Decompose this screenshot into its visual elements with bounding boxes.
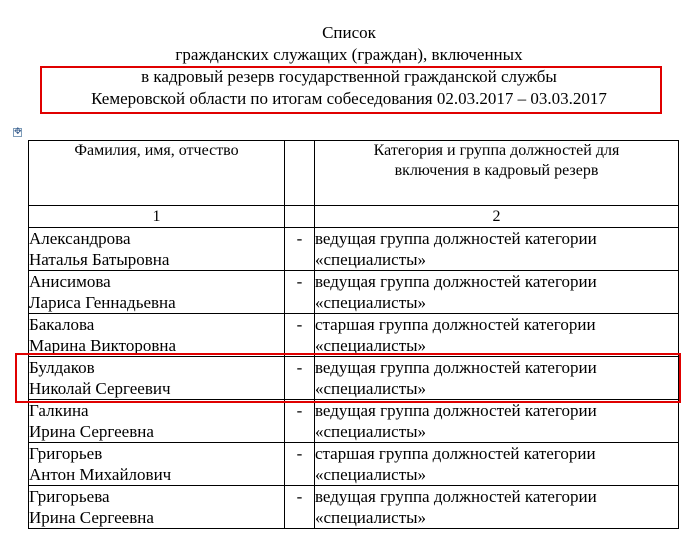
numbering-col-2 [285,206,315,228]
category-cell [315,314,679,357]
category-line-2: «специалисты» [315,465,427,484]
numbering-row [29,206,679,228]
table-move-handle-icon[interactable]: ✥ [14,127,22,137]
table-row [29,486,679,529]
person-given-names: Марина Викторовна [29,336,176,355]
title-line-1: Список [322,23,376,42]
table-header-row [29,141,679,206]
table-row [29,228,679,271]
category-line-2: «специалисты» [315,250,427,269]
person-given-names: Лариса Геннадьевна [29,293,176,312]
person-given-names: Ирина Сергеевна [29,508,154,527]
category-line-1: старшая группа должностей категории [315,444,596,463]
person-surname: Григорьева [29,487,110,506]
table-row-highlighted [29,357,679,400]
person-given-names: Ирина Сергеевна [29,422,154,441]
dash-cell: - [285,443,315,486]
table-row [29,271,679,314]
title-line-2: гражданских служащих (граждан), включенных [175,45,523,64]
header-category [315,141,679,206]
category-line-2: «специалисты» [315,422,427,441]
category-line-1: ведущая группа должностей категории [315,358,597,377]
document-title [0,22,698,110]
person-surname: Александрова [29,229,131,248]
category-line-2: «специалисты» [315,379,427,398]
category-cell [315,486,679,529]
category-cell [315,271,679,314]
dash-cell: - [285,486,315,529]
person-given-names: Наталья Батыровна [29,250,170,269]
table-row [29,314,679,357]
person-name-cell [29,400,285,443]
table-row [29,400,679,443]
dash-cell: - [285,357,315,400]
person-name-cell [29,357,285,400]
reserve-table [28,140,679,529]
person-surname: Галкина [29,401,89,420]
dash-cell: - [285,228,315,271]
header-dash [285,141,315,206]
numbering-col-1: 1 [29,206,285,228]
category-line-1: ведущая группа должностей категории [315,487,597,506]
person-name-cell [29,271,285,314]
category-line-2: «специалисты» [315,293,427,312]
dash-cell: - [285,400,315,443]
header-category-line-2: включения в кадровый резерв [394,162,599,179]
header-name [29,141,285,206]
person-surname: Бакалова [29,315,95,334]
title-line-3: в кадровый резерв государственной гражданской службы [141,67,557,86]
person-name-cell [29,228,285,271]
person-name-cell [29,486,285,529]
table-row [29,443,679,486]
person-name-cell [29,314,285,357]
category-line-1: ведущая группа должностей категории [315,401,597,420]
category-line-2: «специалисты» [315,508,427,527]
category-cell [315,400,679,443]
person-surname: Григорьев [29,444,103,463]
category-line-1: ведущая группа должностей категории [315,229,597,248]
person-given-names: Антон Михайлович [29,465,172,484]
dash-cell: - [285,271,315,314]
header-name-label: Фамилия, имя, отчество [74,142,239,159]
dash-cell: - [285,314,315,357]
category-line-2: «специалисты» [315,336,427,355]
person-name-cell [29,443,285,486]
person-surname: Анисимова [29,272,111,291]
category-line-1: ведущая группа должностей категории [315,272,597,291]
category-cell [315,443,679,486]
category-cell [315,357,679,400]
person-surname: Булдаков [29,358,95,377]
numbering-col-3: 2 [315,206,679,228]
title-line-4: Кемеровской области по итогам собеседования 02.03.2017 – 03.03.2017 [91,89,607,108]
category-line-1: старшая группа должностей категории [315,315,596,334]
header-category-line-1: Категория и группа должностей для [373,142,620,159]
category-cell [315,228,679,271]
person-given-names: Николай Сергеевич [29,379,171,398]
